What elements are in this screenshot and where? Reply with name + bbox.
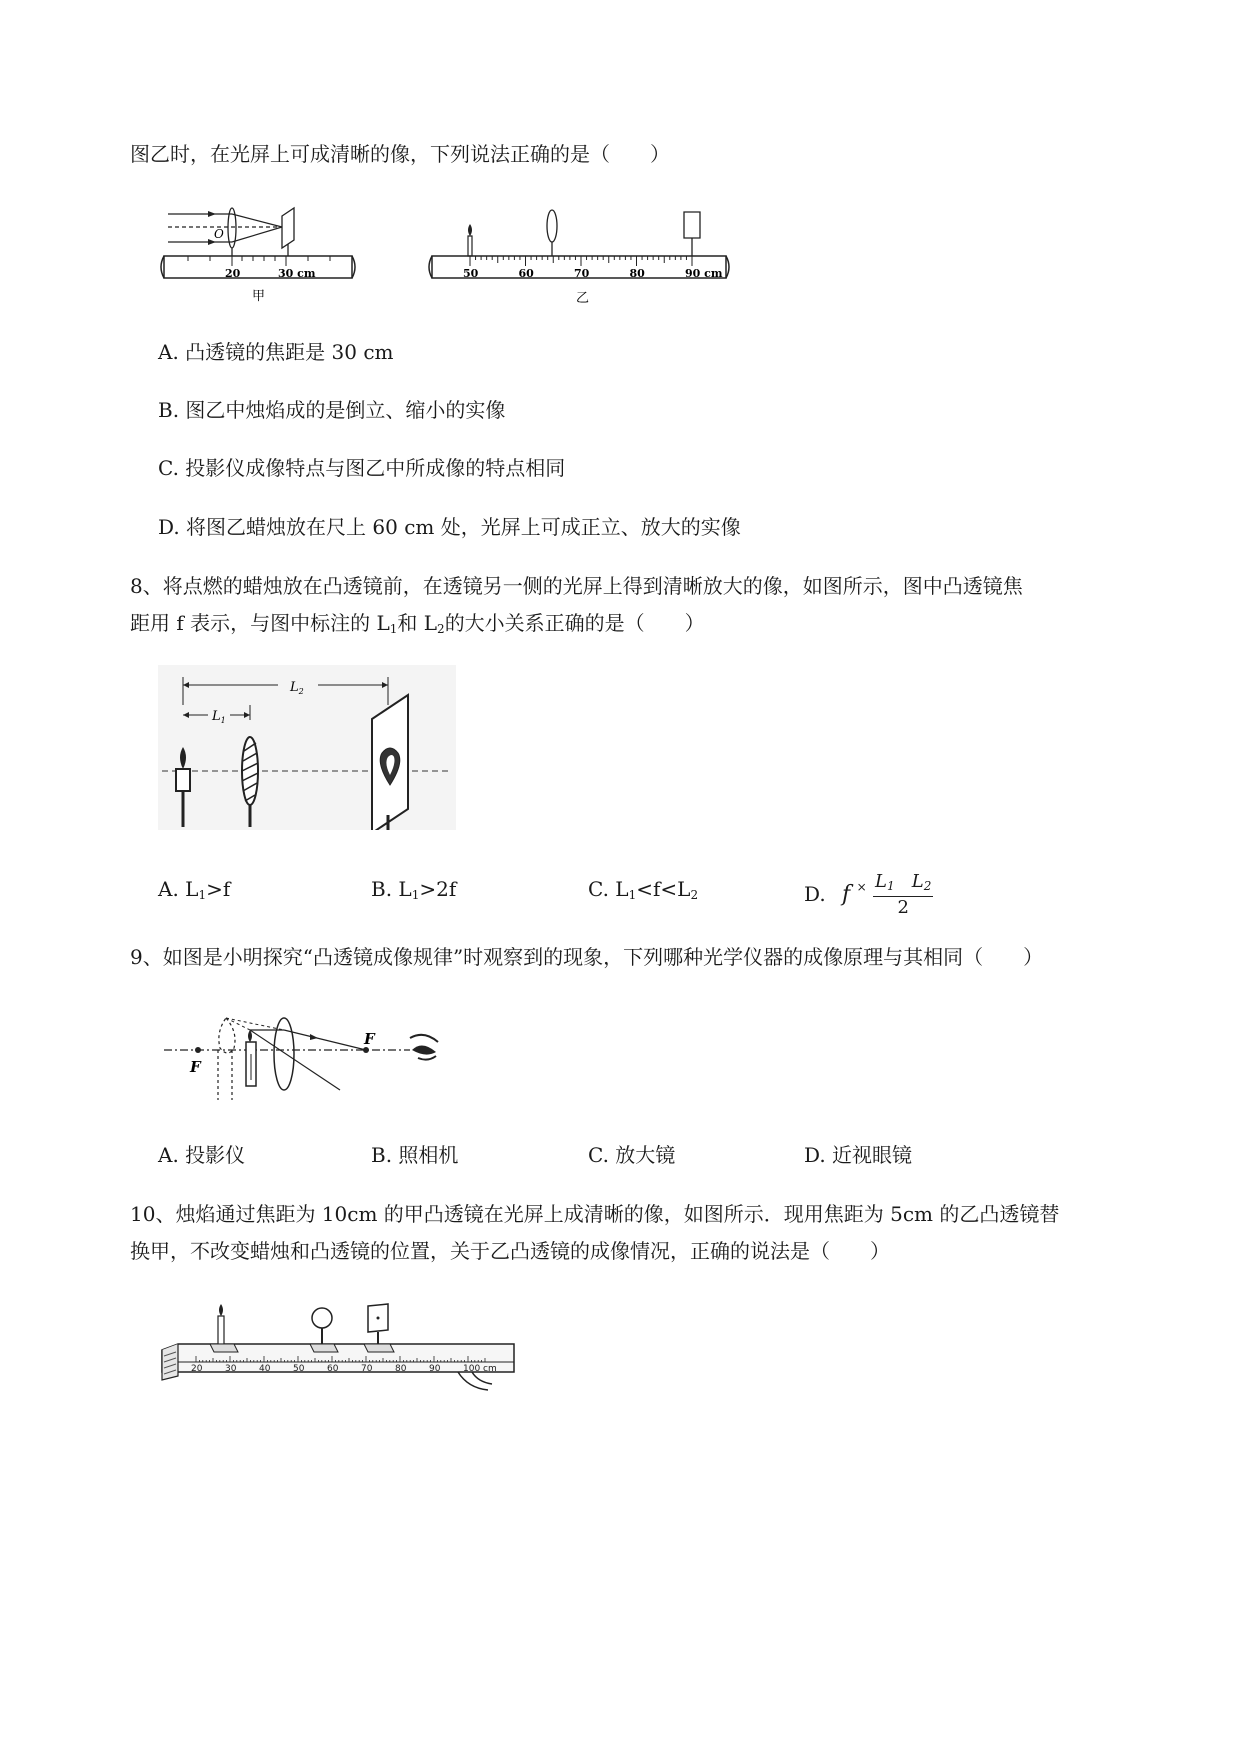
q9-option-b: B. 照相机 bbox=[371, 1143, 459, 1167]
tick-label-yi: 80 bbox=[629, 267, 645, 280]
q9-option-c: C. 放大镜 bbox=[588, 1143, 676, 1167]
q7-figure-yi bbox=[426, 200, 736, 310]
q8-option-b: B. $L_1>2f$ bbox=[371, 877, 457, 902]
tick-label-30cm: 30 cm bbox=[278, 267, 316, 280]
bench-tick-label: 90 bbox=[429, 1364, 441, 1374]
q7-option-c: C. 投影仪成像特点与图乙中所成像的特点相同 bbox=[158, 456, 566, 480]
bench-tick-label: 60 bbox=[327, 1364, 339, 1374]
tick-label-yi: 60 bbox=[518, 267, 534, 280]
q9-stem: 9、如图是小明探究“凸透镜成像规律”时观察到的现象，下列哪种光学仪器的成像原理与其相同（ ） bbox=[130, 945, 1044, 969]
tick-label-yi: 90 cm bbox=[685, 267, 723, 280]
q7-option-a: A. 凸透镜的焦距是 30 cm bbox=[158, 340, 394, 364]
bench-tick-label: 20 bbox=[191, 1364, 203, 1374]
bench-tick-label: 80 bbox=[395, 1364, 407, 1374]
eye-icon bbox=[410, 1035, 438, 1060]
focus-label-left: F bbox=[190, 1058, 201, 1076]
q7-option-d: D. 将图乙蜡烛放在尺上 60 cm 处，光屏上可成正立、放大的实像 bbox=[158, 515, 741, 539]
svg-text:L1: $L_1$ bbox=[212, 709, 226, 725]
tick-label-20: 20 bbox=[225, 267, 241, 280]
q7-option-b: B. 图乙中烛焰成的是倒立、缩小的实像 bbox=[158, 398, 506, 422]
svg-text:L2: $L_2$ bbox=[290, 680, 304, 696]
ruler-jia bbox=[161, 256, 355, 278]
q9-option-d: D. 近视眼镜 bbox=[804, 1143, 913, 1167]
q8-option-a: A. $L_1>f$ bbox=[158, 877, 231, 902]
bench-tick-label: 40 bbox=[259, 1364, 271, 1374]
q8-option-d: D. f × $\frac{L_1 L_2}{2}$ bbox=[804, 871, 932, 918]
q7-stem-tail: 图乙时，在光屏上可成清晰的像，下列说法正确的是（ ） bbox=[130, 142, 670, 166]
q8-option-c: C. $L_1<f<L_2$ bbox=[588, 877, 699, 902]
q10-stem-line2: 换甲，不改变蜡烛和凸透镜的位置，关于乙凸透镜的成像情况，正确的说法是（ ） bbox=[130, 1239, 890, 1263]
bench-tick-label: 50 bbox=[293, 1364, 305, 1374]
focus-label-right: F bbox=[364, 1030, 375, 1048]
figure-caption-yi: 乙 bbox=[576, 291, 590, 306]
q10-figure bbox=[158, 1300, 518, 1400]
tick-label-yi: 70 bbox=[574, 267, 590, 280]
q9-option-a: A. 投影仪 bbox=[158, 1143, 246, 1167]
tick-label-yi: 50 bbox=[463, 267, 479, 280]
bench-tick-label: 100 cm bbox=[463, 1364, 497, 1374]
figure-caption-jia: 甲 bbox=[252, 289, 266, 304]
bench-tick-label: 30 bbox=[225, 1364, 237, 1374]
q9-figure bbox=[160, 1010, 445, 1110]
q8-stem-line2: 距用 f 表示，与图中标注的 $L_1$和 $L_2$的大小关系正确的是（ ） bbox=[130, 611, 705, 636]
fraction-l1-l2-over-2: $\frac{L_1 L_2}{2}$ bbox=[874, 871, 932, 918]
q7-figure-jia bbox=[158, 200, 358, 310]
q8-figure bbox=[158, 665, 456, 830]
q8-stem-line1: 8、将点燃的蜡烛放在凸透镜前，在透镜另一侧的光屏上得到清晰放大的像，如图所示，图中凸透镜焦 bbox=[130, 574, 1023, 598]
bench-tick-label: 70 bbox=[361, 1364, 373, 1374]
q10-stem-line1: 10、烛焰通过焦距为 10cm 的甲凸透镜在光屏上成清晰的像，如图所示．现用焦距为 5cm 的乙凸透镜替 bbox=[130, 1202, 1060, 1226]
lens-label-o: O bbox=[214, 227, 224, 241]
